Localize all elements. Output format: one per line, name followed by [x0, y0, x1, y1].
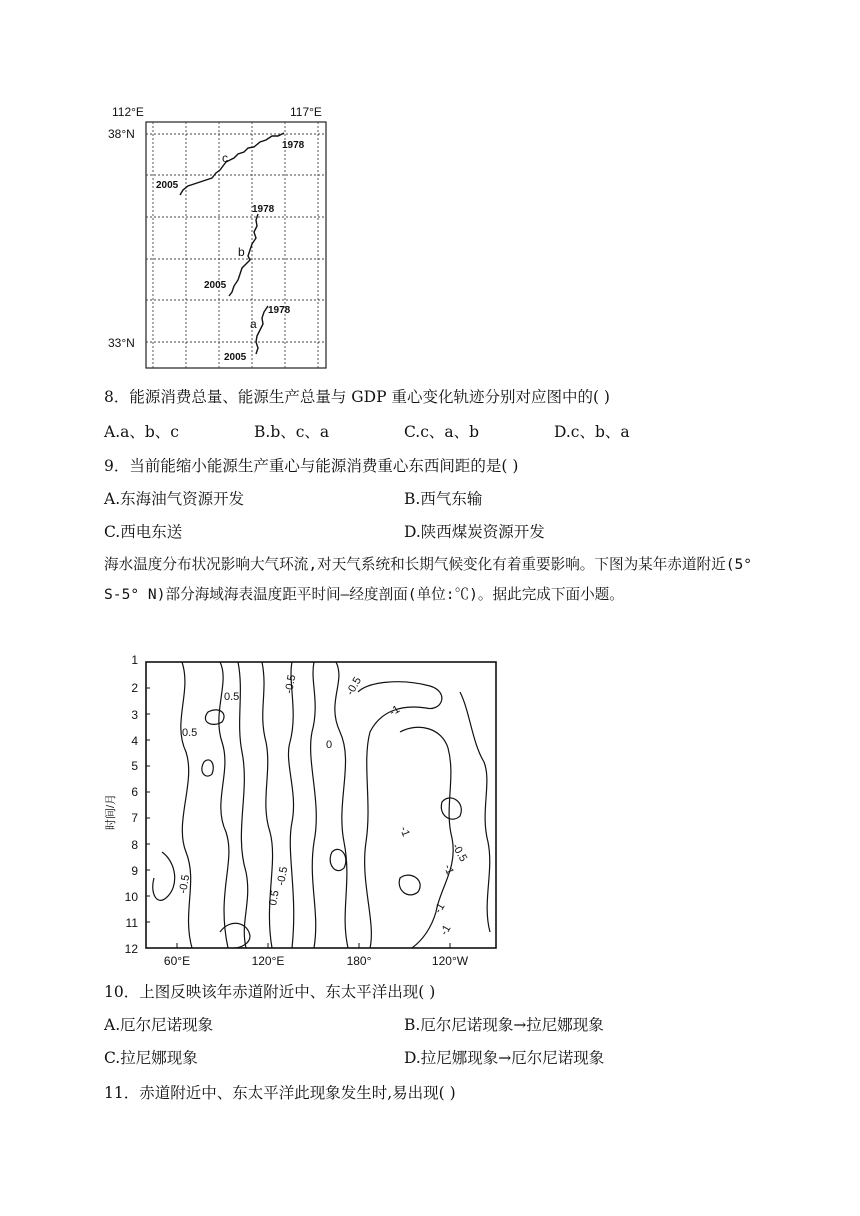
contour-label: -1: [441, 862, 456, 877]
lon-label-right: 117°E: [290, 105, 322, 119]
ytick: 12: [124, 942, 138, 956]
q9-option-a[interactable]: A.东海油气资源开发: [104, 490, 245, 508]
ytick: 4: [131, 734, 138, 748]
contour-label: -1: [387, 703, 402, 719]
track-b-start-year: 1978: [252, 204, 275, 215]
ytick: 5: [131, 759, 138, 773]
q10-option-a[interactable]: A.厄尔尼诺现象: [104, 1016, 214, 1034]
gravity-center-map: [100, 100, 340, 375]
question-8: 8．能源消费总量、能源生产总量与 GDP 重心变化轨迹分别对应图中的( ): [104, 388, 610, 406]
question-11: 11．赤道附近中、东太平洋此现象发生时,易出现( ): [104, 1084, 456, 1102]
sst-anomaly-section: [100, 652, 510, 974]
question-10: 10．上图反映该年赤道附近中、东太平洋出现( ): [104, 983, 436, 1001]
contour-label: -0.5: [177, 873, 193, 895]
ytick: 3: [131, 708, 138, 722]
ytick: 1: [131, 653, 138, 667]
q8-option-b[interactable]: B.b、c、a: [254, 423, 330, 441]
ytick: 10: [124, 890, 138, 904]
track-c-letter: c: [222, 151, 228, 165]
contour-label: 0.5: [267, 889, 282, 907]
ytick: 2: [131, 681, 138, 695]
contour-label: -1: [432, 901, 448, 916]
track-a-end-year: 2005: [224, 352, 247, 363]
track-b-end-year: 2005: [204, 280, 227, 291]
xtick: 120°W: [431, 954, 469, 968]
ytick: 11: [125, 916, 138, 930]
lat-label-top: 38°N: [108, 127, 135, 141]
chart-ylabel: 时间/月: [105, 793, 117, 831]
track-a-letter: a: [250, 317, 257, 331]
map-frame: [146, 122, 326, 368]
intro-paragraph: 海水温度分布状况影响大气环流,对天气系统和长期气候变化有着重要影响。下图为某年赤道附近(5° S-5° N)部分海域海表温度距平时间—经度剖面(单位:℃)。据此完成下面小题。: [104, 556, 753, 603]
track-b-letter: b: [238, 245, 245, 259]
xtick: 180°: [346, 954, 372, 968]
contour-label: -0.5: [344, 675, 365, 698]
xtick: 120°E: [251, 954, 285, 968]
q10-option-d[interactable]: D.拉尼娜现象→厄尔尼诺现象: [404, 1049, 605, 1067]
q10-option-c[interactable]: C.拉尼娜现象: [104, 1049, 198, 1067]
y-tick-labels: [125, 653, 139, 956]
question-9: 9．当前能缩小能源生产重心与能源消费重心东西间距的是( ): [104, 457, 519, 475]
ytick: 9: [131, 864, 138, 878]
lat-label-bottom: 33°N: [108, 336, 135, 350]
track-a-start-year: 1978: [268, 305, 291, 316]
track-a: [256, 306, 268, 354]
track-c-start-year: 1978: [282, 140, 305, 151]
x-tick-labels: [164, 954, 469, 968]
contour-label: 0.5: [182, 727, 198, 739]
q9-option-c[interactable]: C.西电东送: [104, 523, 183, 541]
contour-label: 0.5: [224, 691, 240, 703]
contour-label: -1: [438, 923, 454, 938]
contour-label: 0: [326, 739, 333, 751]
contour-label: -0.5: [283, 673, 299, 695]
graticule: [146, 122, 326, 368]
track-c-end-year: 2005: [156, 180, 179, 191]
contour-label: -0.5: [449, 841, 470, 864]
contour-label: -1: [397, 824, 412, 839]
q8-option-a[interactable]: A.a、b、c: [104, 423, 179, 441]
q8-option-d[interactable]: D.c、b、a: [554, 423, 630, 441]
contour-label: -0.5: [275, 865, 291, 887]
ytick: 6: [131, 785, 138, 799]
q9-option-b[interactable]: B.西气东输: [404, 490, 483, 508]
lon-label-left: 112°E: [112, 105, 144, 119]
xtick: 60°E: [163, 954, 191, 968]
q8-option-c[interactable]: C.c、a、b: [404, 423, 480, 441]
ytick: 8: [131, 838, 138, 852]
q9-option-d[interactable]: D.陕西煤炭资源开发: [404, 523, 545, 541]
ytick: 7: [131, 811, 138, 825]
q10-option-b[interactable]: B.厄尔尼诺现象→拉尼娜现象: [404, 1016, 604, 1034]
track-c: [180, 133, 284, 195]
